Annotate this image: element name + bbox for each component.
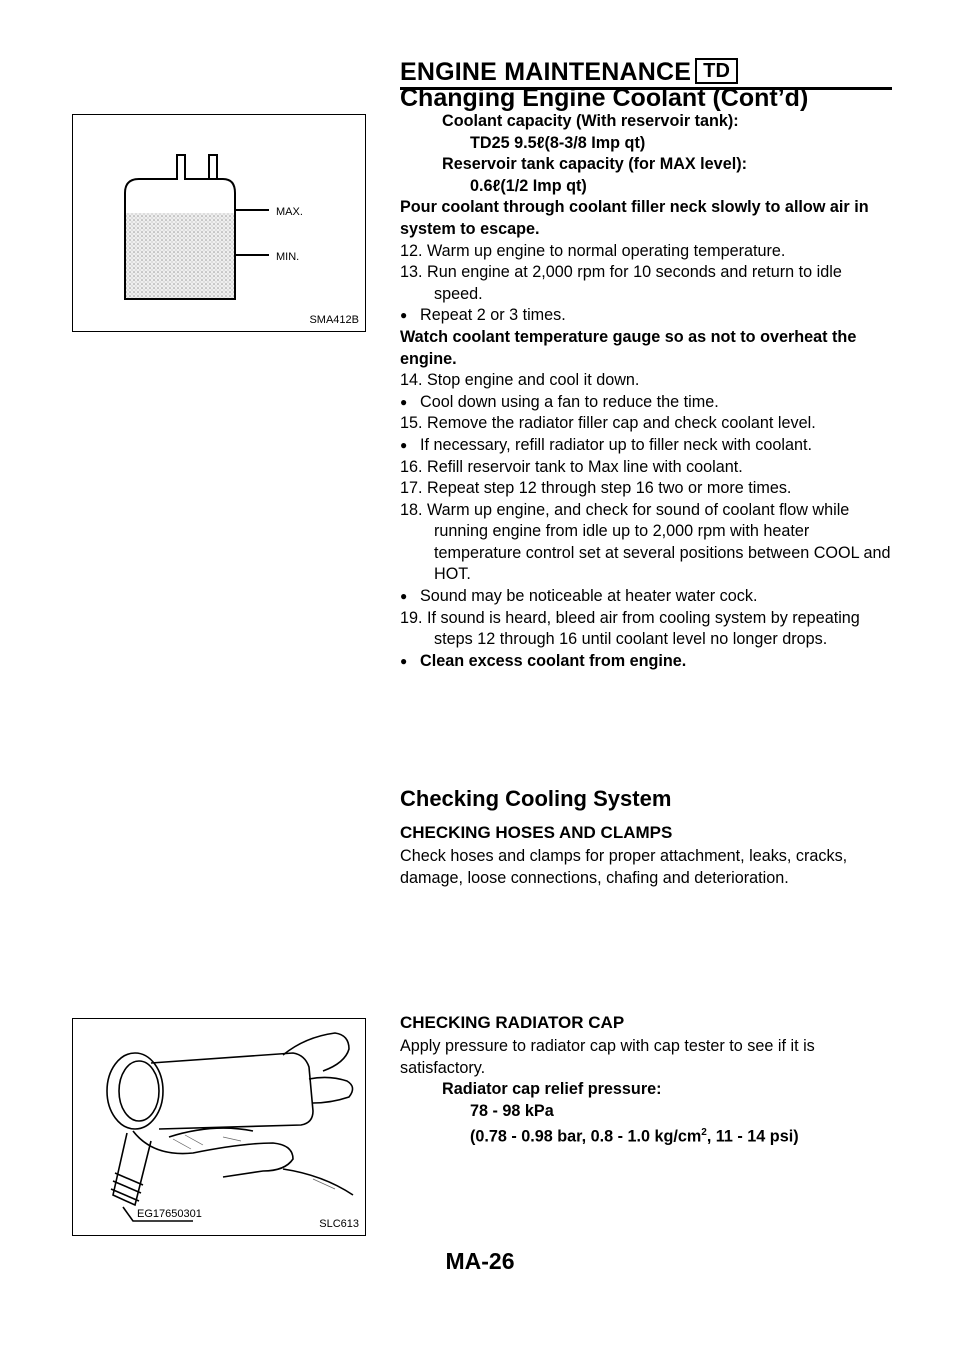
radiator-cap-tester-figure bbox=[72, 1018, 366, 1236]
reservoir-tank-drawing bbox=[73, 115, 365, 331]
step-18: 18. Warm up engine, and check for sound of coolant flow while running engine from idle up to 2,000 rpm with heater temperature control set at several positions between COOL and HOT. bbox=[400, 500, 891, 584]
radiator-cap-text: Apply pressure to radiator cap with cap tester to see if it is satisfactory. bbox=[400, 1037, 815, 1077]
radiator-cap-heading: CHECKING RADIATOR CAP bbox=[400, 1013, 625, 1032]
step-15: 15. Remove the radiator filler cap and check coolant level. bbox=[400, 414, 816, 433]
bullet-dot-icon: ● bbox=[400, 653, 408, 668]
hoses-clamps-text: Check hoses and clamps for proper attachment, leaks, cracks, damage, loose connections, chafing and deterioration. bbox=[400, 847, 848, 887]
max-level-label: MAX. bbox=[276, 206, 303, 218]
reservoir-tank-figure bbox=[72, 114, 366, 332]
bullet-cool-down: ● Cool down using a fan to reduce the time. bbox=[400, 392, 894, 414]
relief-pressure-conversion: (0.78 - 0.98 bar, 0.8 - 1.0 $kg/cm^2$, 11 - 14 psi) bbox=[470, 1127, 799, 1146]
step-16: 16. Refill reservoir tank to Max line with coolant. bbox=[400, 457, 743, 476]
relief-pressure-label: Radiator cap relief pressure: bbox=[442, 1080, 662, 1099]
watch-gauge-note: Watch coolant temperature gauge so as not to overheat the engine. bbox=[400, 327, 857, 368]
radiator-cap-section bbox=[400, 1036, 894, 1148]
figure-code: SLC613 bbox=[319, 1218, 359, 1230]
bullet-dot-icon: ● bbox=[400, 437, 408, 452]
figure-code: SMA412B bbox=[309, 314, 359, 326]
bullet-sound: ● Sound may be noticeable at heater water cock. bbox=[400, 586, 894, 608]
bullet-repeat: ● Repeat 2 or 3 times. bbox=[400, 305, 894, 327]
page-header-title bbox=[400, 58, 738, 87]
header-title-text: ENGINE MAINTENANCE bbox=[400, 58, 692, 86]
bullet-dot-icon: ● bbox=[400, 589, 408, 604]
cap-tester-drawing bbox=[73, 1019, 365, 1235]
step-12: 12. Warm up engine to normal operating temperature. bbox=[400, 241, 786, 260]
section-continued-title: Changing Engine Coolant (Cont’d) bbox=[400, 84, 809, 112]
step-17: 17. Repeat step 12 through step 16 two or more times. bbox=[400, 479, 792, 498]
reservoir-capacity-value: 0.6ℓ(1/2 Imp qt) bbox=[470, 176, 587, 195]
step-19: 19. If sound is heard, bleed air from cooling system by repeating steps 12 through 16 until coolant level no longer drops. bbox=[400, 608, 860, 649]
hoses-clamps-heading: CHECKING HOSES AND CLAMPS bbox=[400, 823, 673, 842]
page-number: MA-26 bbox=[445, 1248, 515, 1274]
bullet-clean: ● Clean excess coolant from engine. bbox=[400, 651, 894, 673]
relief-pressure-value: 78 - 98 kPa bbox=[470, 1101, 554, 1120]
bullet-refill: ● If necessary, refill radiator up to filler neck with coolant. bbox=[400, 435, 894, 457]
coolant-capacity-label: Coolant capacity (With reservoir tank): bbox=[442, 112, 739, 130]
reservoir-capacity-label: Reservoir tank capacity (for MAX level): bbox=[442, 155, 747, 174]
step-13: 13. Run engine at 2,000 rpm for 10 seconds and return to idle speed. bbox=[400, 263, 842, 303]
coolant-procedure bbox=[400, 111, 894, 672]
pour-coolant-note: Pour coolant through coolant filler neck slowly to allow air in system to escape. bbox=[400, 198, 869, 238]
coolant-capacity-value: TD25 9.5ℓ(8-3/8 Imp qt) bbox=[470, 133, 646, 152]
bullet-dot-icon: ● bbox=[400, 308, 408, 323]
step-14: 14. Stop engine and cool it down. bbox=[400, 371, 640, 390]
tester-part-number: EG17650301 bbox=[137, 1208, 202, 1220]
cooling-system-heading: Checking Cooling System bbox=[400, 786, 672, 811]
bullet-dot-icon: ● bbox=[400, 394, 408, 409]
min-level-label: MIN. bbox=[276, 251, 300, 263]
engine-code-badge: TD bbox=[695, 58, 738, 84]
